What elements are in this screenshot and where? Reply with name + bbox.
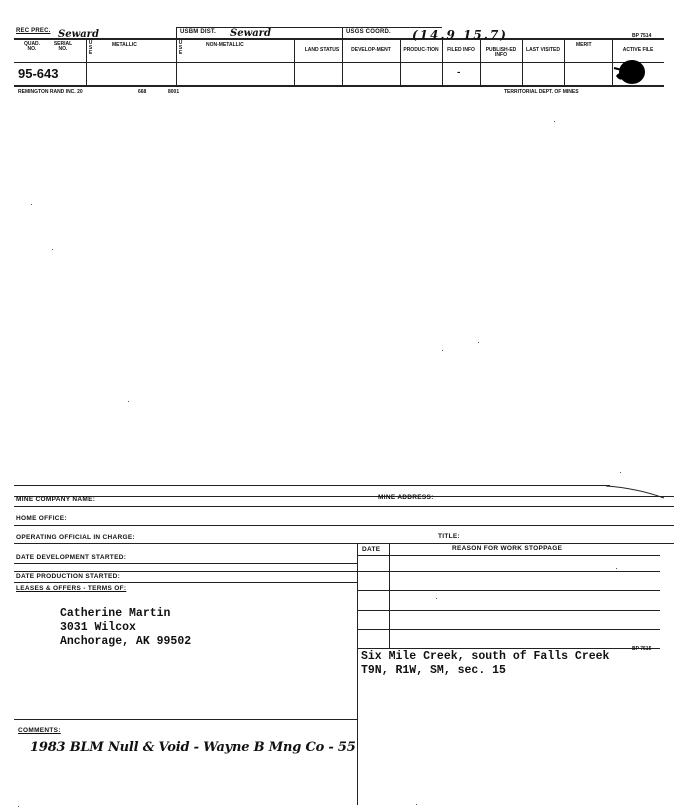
location-line-1: Six Mile Creek, south of Falls Creek: [361, 650, 610, 663]
date-production-label: DATE PRODUCTION STARTED:: [16, 573, 121, 580]
active-file-ink-blot: [612, 56, 648, 88]
published-info-label: PUBLISH-ED INFO: [485, 47, 517, 58]
usgs-coord-label: USGS COORD.: [346, 29, 391, 35]
active-file-label: ACTIVE FILE: [622, 47, 654, 53]
leases-offers-label: LEASES & OFFERS - TERMS OF:: [16, 585, 127, 592]
home-office-label: HOME OFFICE:: [16, 515, 67, 522]
nonmetallic-label: NON-METALLIC: [206, 42, 244, 48]
date-development-label: DATE DEVELOPMENT STARTED:: [16, 554, 127, 561]
metallic-label: METALLIC: [112, 42, 137, 48]
development-label: DEVELOP-MENT: [351, 47, 391, 53]
filed-info-value: -: [456, 68, 462, 78]
last-visited-label: LAST VISITED: [526, 47, 560, 53]
use-label-nonmetallic: U S E: [178, 40, 183, 56]
rec-prec-value: Seward: [58, 29, 99, 40]
land-status-label: LAND STATUS: [304, 47, 340, 53]
quad-label: QUAD. NO.: [23, 41, 41, 52]
comments-label: COMMENTS:: [18, 727, 61, 734]
mine-address-label: MINE ADDRESS:: [378, 494, 434, 501]
filed-info-label: FILED INFO: [447, 47, 475, 53]
top-footer-right: TERRITORIAL DEPT. OF MINES: [504, 89, 579, 95]
use-label-metallic: U S E: [88, 40, 93, 56]
lessee-city: Anchorage, AK 99502: [60, 635, 192, 648]
mine-company-label: MINE COMPANY NAME:: [16, 496, 96, 503]
production-label: PRODUC-TION: [403, 47, 439, 53]
usbm-dist-label: USBM DIST.: [180, 29, 217, 35]
usbm-dist-value: Seward: [230, 28, 271, 39]
lessee-street: 3031 Wilcox: [60, 621, 136, 634]
title-label: TITLE:: [438, 533, 461, 540]
date-column-label: DATE: [362, 546, 381, 553]
location-line-2: T9N, R1W, SM, sec. 15: [361, 664, 506, 677]
quad-serial-value: 95-643: [18, 66, 59, 81]
rec-prec-label: REC PREC.: [16, 28, 51, 34]
top-footer-left: REMINGTON RAND INC. 20: [18, 89, 83, 95]
operating-official-label: OPERATING OFFICIAL IN CHARGE:: [16, 534, 135, 541]
serial-label: SERIAL NO.: [53, 41, 73, 52]
top-form-number: BP 7514: [632, 33, 652, 39]
comments-value: 1983 BLM Null & Void - Wayne B Mng Co - 55: [30, 740, 356, 755]
top-footer-code1: 668: [138, 89, 147, 95]
reason-column-label: REASON FOR WORK STOPPAGE: [452, 545, 563, 552]
usgs-coord-value: (14.9 15.7): [412, 28, 508, 42]
top-footer-code2: 8001: [168, 89, 180, 95]
bottom-form-number: BP 7515: [632, 646, 652, 652]
lessee-name: Catherine Martin: [60, 607, 171, 620]
merit-label: MERIT: [576, 42, 592, 48]
